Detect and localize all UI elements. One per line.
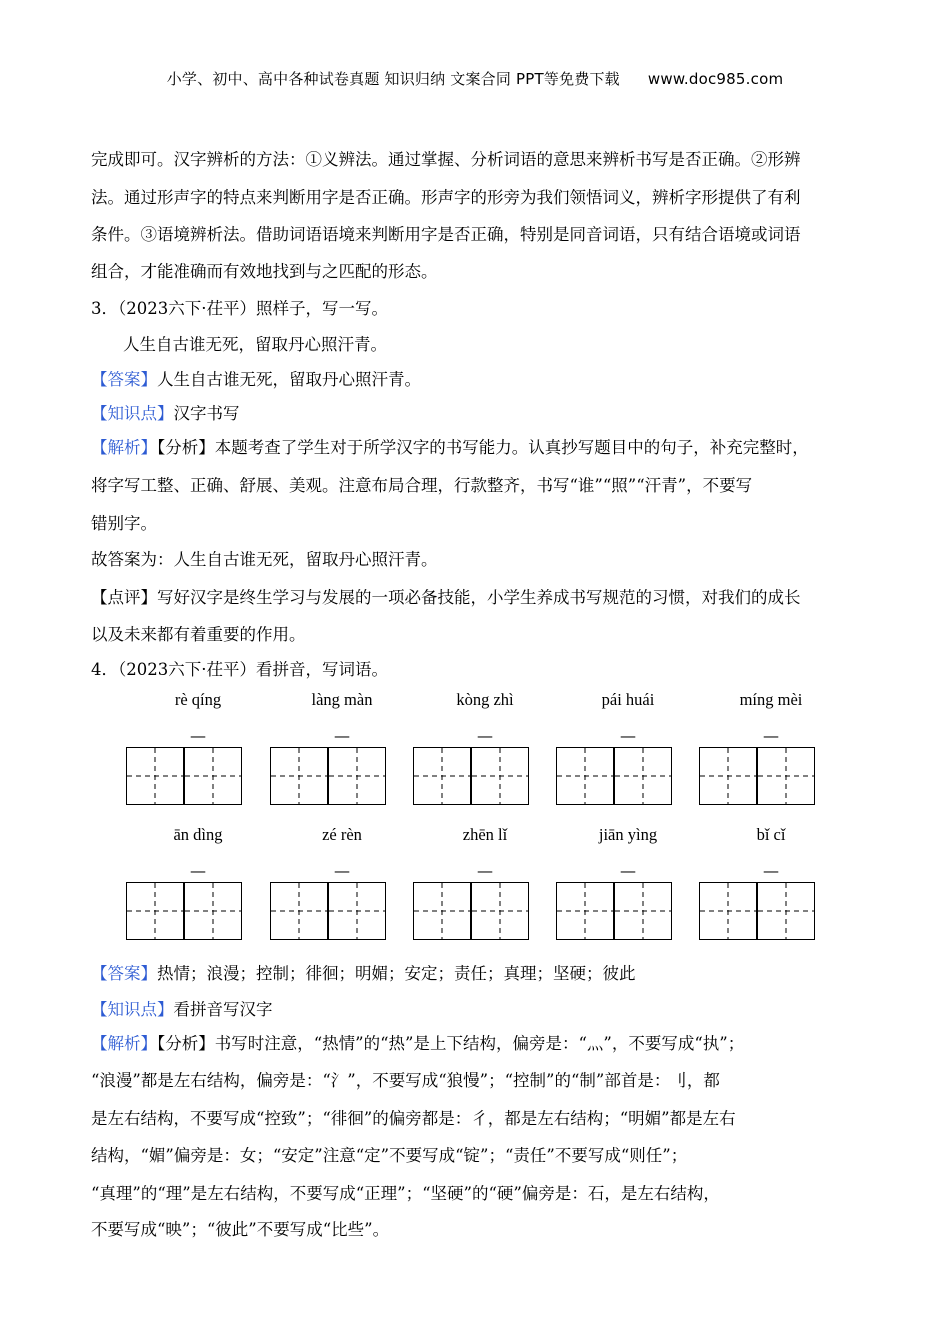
- analysis-text: 【分析】本题考查了学生对于所学汉字的书写能力。认真抄写题目中的句子，补充完整时，: [157, 438, 809, 457]
- dash-mark: —: [190, 861, 206, 880]
- q3-sample: 人生自古谁无死，留取丹心照汗青。: [123, 335, 387, 354]
- q4-analysis-line-1: [91, 1030, 744, 1054]
- header-text: 小学、初中、高中各种试卷真题 知识归纳 文案合同 PPT等免费下载: [166, 70, 620, 88]
- writing-grid[interactable]: [699, 747, 817, 807]
- pinyin-label: pái huái: [601, 690, 655, 709]
- q3-analysis-line-3: 错别字。: [91, 514, 157, 533]
- intro-line-3: 条件。③语境辨析法。借助词语语境来判断用字是否正确，特别是同音词语，只有结合语境或词语: [91, 225, 801, 244]
- q3-stem: 3．（2023六下·茌平）照样子，写一写。: [91, 299, 388, 318]
- dash-mark: —: [334, 861, 350, 880]
- intro-line-4: 组合，才能准确而有效地找到与之匹配的形态。: [91, 262, 438, 281]
- writing-grid[interactable]: [270, 882, 388, 942]
- writing-grid[interactable]: [556, 882, 674, 942]
- dash-mark: —: [477, 726, 493, 745]
- intro-line-2: 法。通过形声字的特点来判断用字是否正确。形声字的形旁为我们领悟词义，辨析字形提供了有利: [91, 188, 801, 207]
- analysis-tag: 【解析】: [91, 438, 157, 457]
- pinyin-label: bǐ cǐ: [756, 825, 786, 844]
- pinyin-label: kòng zhì: [456, 690, 514, 709]
- q3-analysis-line-4: 故答案为：人生自古谁无死，留取丹心照汗青。: [91, 550, 438, 569]
- answer-text: 人生自古谁无死，留取丹心照汗青。: [157, 370, 421, 389]
- pinyin-label: zé rèn: [322, 825, 362, 844]
- dash-mark: —: [190, 726, 206, 745]
- intro-line-1: 完成即可。汉字辨析的方法：①义辨法。通过掌握、分析词语的意思来辨析书写是否正确。②形辨: [91, 150, 801, 169]
- writing-grid[interactable]: [270, 747, 388, 807]
- pinyin-label: rè qíng: [174, 690, 222, 709]
- dash-mark: —: [620, 726, 636, 745]
- writing-grid[interactable]: [413, 747, 531, 807]
- q3-analysis-line-1: [91, 434, 809, 458]
- writing-grid[interactable]: [556, 747, 674, 807]
- header-url[interactable]: www.doc985.com: [647, 70, 784, 88]
- answer-tag: 【答案】: [91, 964, 157, 983]
- q4-answer: [91, 960, 636, 984]
- writing-grid[interactable]: [699, 882, 817, 942]
- dash-mark: —: [620, 861, 636, 880]
- q3-comment-line-1: 【点评】写好汉字是终生学习与发展的一项必备技能，小学生养成书写规范的习惯，对我们的成长: [91, 588, 801, 607]
- q4-stem: 4．（2023六下·茌平）看拼音，写词语。: [91, 660, 388, 679]
- pinyin-label: jiān yìng: [598, 825, 658, 844]
- q4-analysis-line-5: “真理”的“理”是左右结构，不要写成“正理”；“坚硬”的“硬”偏旁是：石，是左右结构，: [91, 1184, 720, 1203]
- pinyin-label: zhēn lǐ: [462, 825, 508, 844]
- analysis-tag: 【解析】: [91, 1034, 157, 1053]
- pinyin-label: míng mèi: [739, 690, 803, 709]
- dash-mark: —: [477, 861, 493, 880]
- q3-answer: [91, 366, 421, 390]
- kp-tag: 【知识点】: [91, 1000, 174, 1019]
- answer-tag: 【答案】: [91, 370, 157, 389]
- answer-text: 热情；浪漫；控制；徘徊；明媚；安定；责任；真理；坚硬；彼此: [157, 964, 636, 983]
- kp-text: 汉字书写: [173, 404, 240, 423]
- page-header: [0, 68, 950, 89]
- q3-analysis-line-2: 将字写工整、正确、舒展、美观。注意布局合理，行款整齐，书写“谁”“照”“汗青”，不要写: [91, 476, 753, 495]
- dash-mark: —: [334, 726, 350, 745]
- dash-mark: —: [763, 726, 779, 745]
- writing-grid[interactable]: [413, 882, 531, 942]
- pinyin-label: làng màn: [311, 690, 373, 709]
- q4-analysis-line-6: 不要写成“映”；“彼此”不要写成“比些”。: [91, 1220, 390, 1239]
- kp-text: 看拼音写汉字: [173, 1000, 273, 1019]
- analysis-text: 【分析】书写时注意，“热情”的“热”是上下结构，偏旁是：“灬”，不要写成“执”；: [157, 1034, 745, 1053]
- writing-grid[interactable]: [126, 747, 244, 807]
- dash-mark: —: [763, 861, 779, 880]
- q4-knowledge-point: [91, 996, 273, 1020]
- q3-comment-line-2: 以及未来都有着重要的作用。: [91, 625, 306, 644]
- kp-tag: 【知识点】: [91, 404, 174, 423]
- writing-grid[interactable]: [126, 882, 244, 942]
- q4-analysis-line-3: 是左右结构，不要写成“控致”；“徘徊”的偏旁都是：彳，都是左右结构；“明媚”都是左右: [91, 1109, 736, 1128]
- q4-analysis-line-2: “浪漫”都是左右结构，偏旁是：“氵”，不要写成“狼慢”；“控制”的“制”部首是：刂，都: [91, 1071, 720, 1090]
- q3-knowledge-point: [91, 400, 240, 424]
- q4-analysis-line-4: 结构，“媚”偏旁是：女；“安定”注意“定”不要写成“锭”；“责任”不要写成“则任”；: [91, 1146, 688, 1165]
- pinyin-label: ān dìng: [173, 825, 223, 844]
